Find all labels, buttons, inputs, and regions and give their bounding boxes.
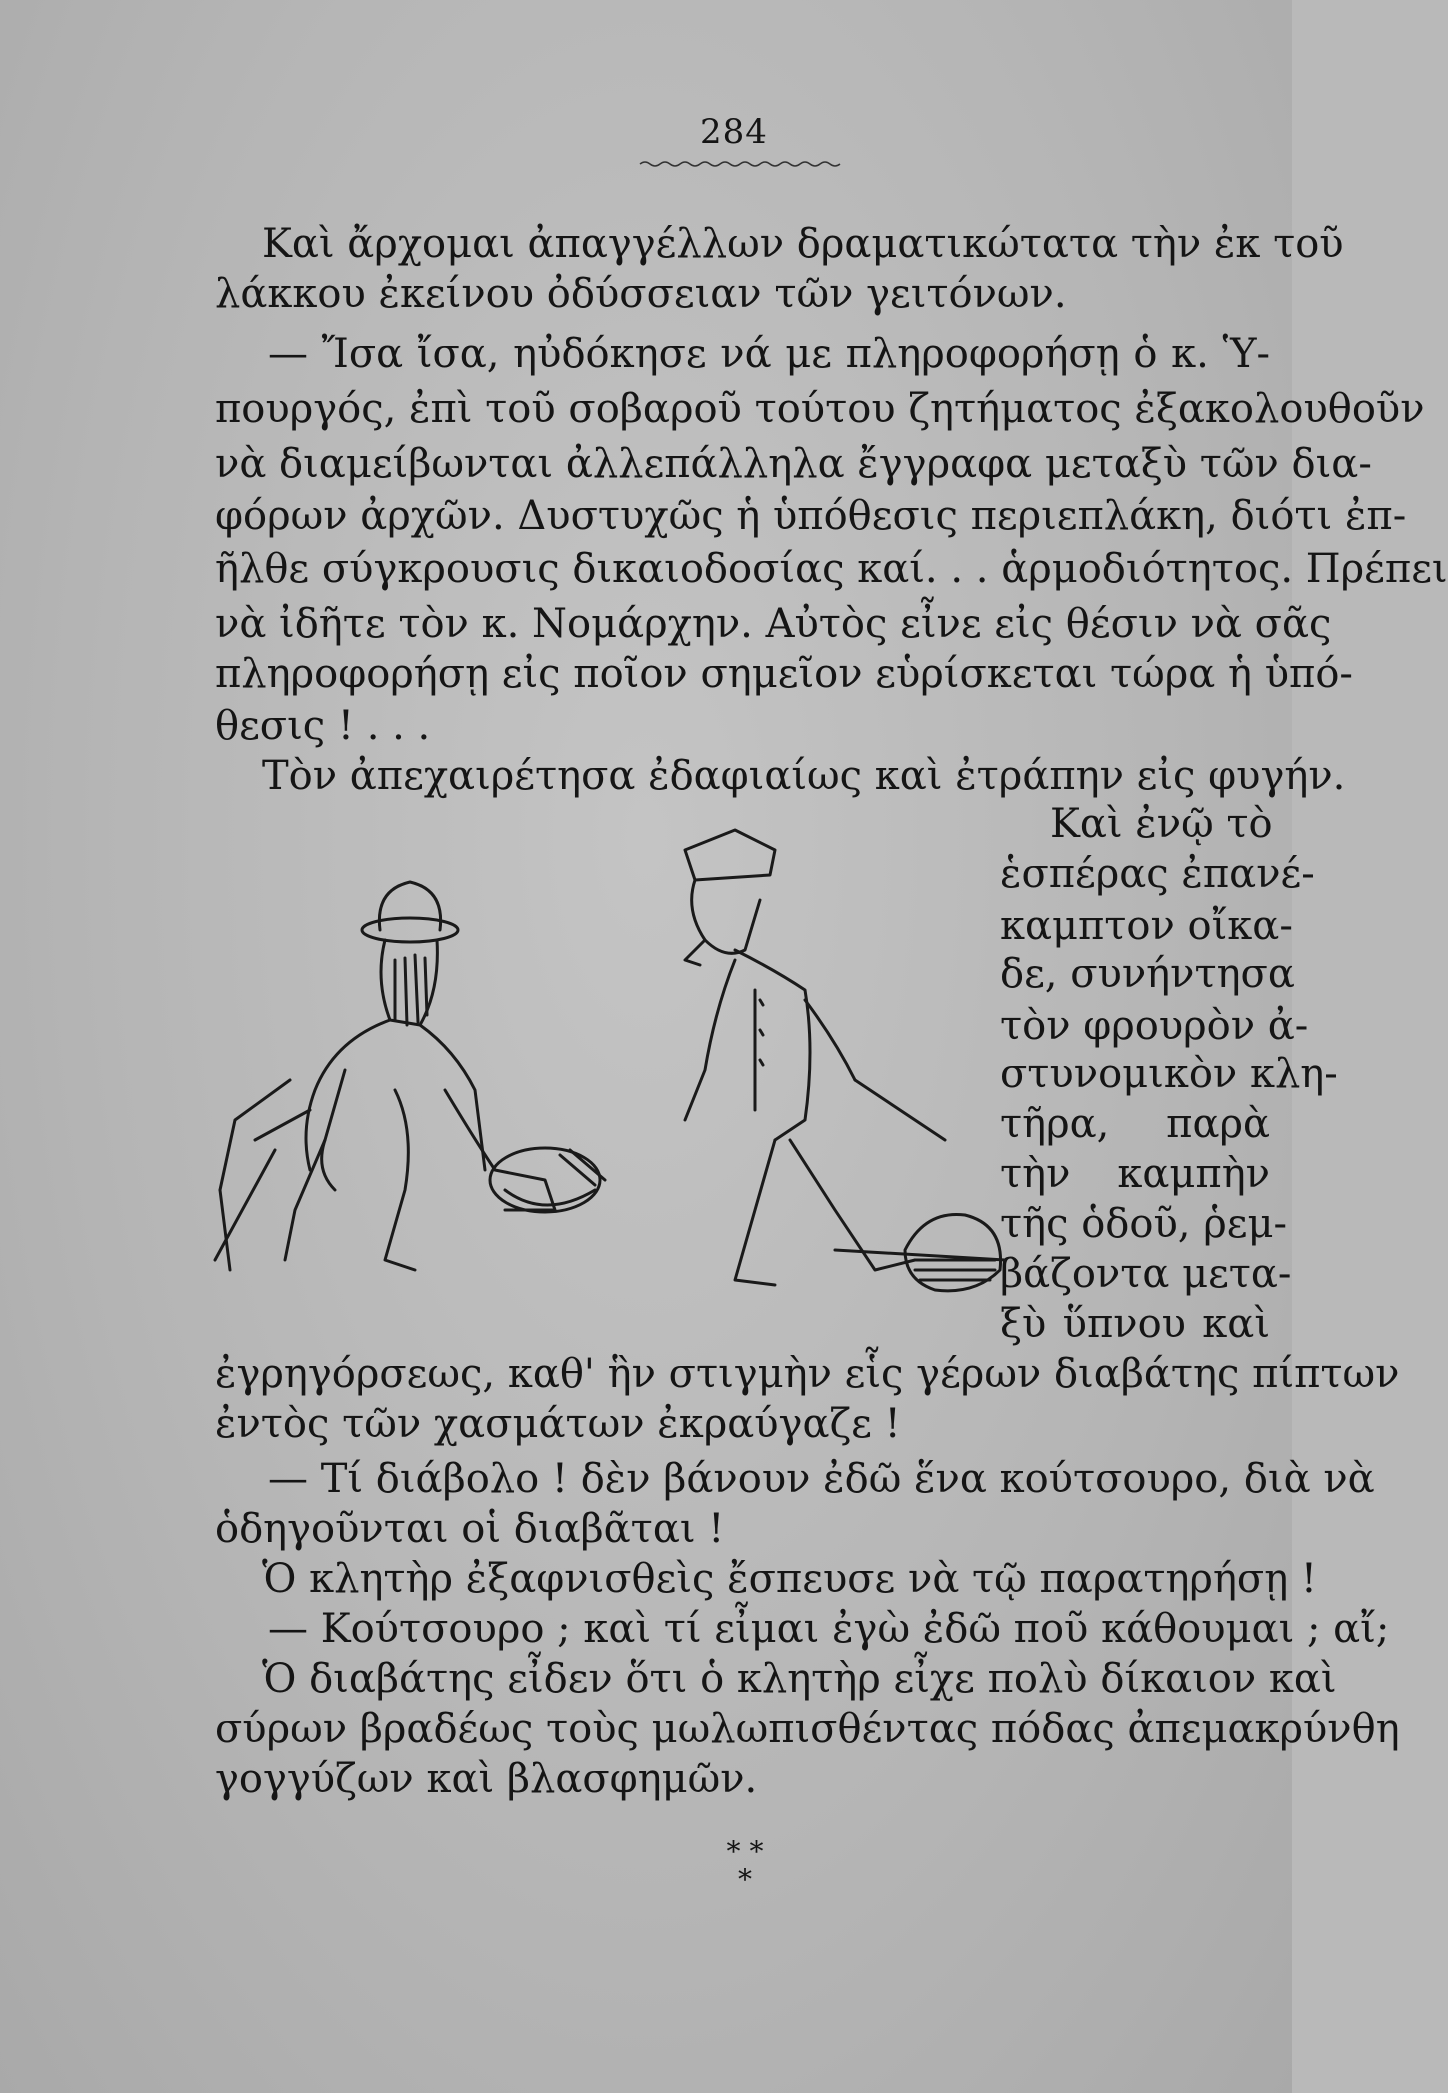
side-text-line: τὴν καμπὴν — [1000, 1151, 1270, 1197]
text-line: — Τί διάβολο ! δὲν βάνουν ἐδῶ ἕνα κούτσουρο, διὰ νὰ — [268, 1456, 1375, 1502]
text-line: νὰ ἰδῆτε τὸν κ. Νομάρχην. Αὐτὸς εἶνε εἰς θέσιν νὰ σᾶς — [215, 601, 1332, 647]
page-number-underline — [640, 160, 840, 168]
text-line: Τὸν ἀπεχαιρέτησα ἐδαφιαίως καὶ ἐτράπην εἰς φυγήν. — [262, 753, 1346, 799]
side-text-line: δε, συνήντησα — [1000, 951, 1295, 997]
text-line: — Κούτσουρο ; καὶ τί εἶμαι ἐγὼ ἐδῶ ποῦ κάθουμαι ; αἴ; — [268, 1606, 1390, 1652]
policeman-figure — [685, 830, 945, 1285]
text-line: ἐγρηγόρσεως, καθ' ἣν στιγμὴν εἷς γέρων διαβάτης πίπτων — [215, 1351, 1400, 1397]
bundle-object — [835, 1214, 1005, 1290]
side-text-line: τὸν φρουρὸν ἀ- — [1000, 1003, 1309, 1049]
text-line: σύρων βραδέως τοὺς μωλωπισθέντας πόδας ἀπεμακρύνθη — [215, 1706, 1400, 1752]
text-line: γογγύζων καὶ βλασφημῶν. — [215, 1756, 758, 1802]
side-text-line: τῆρα, παρὰ — [1000, 1101, 1270, 1147]
side-text-line: βάζοντα μετα- — [1000, 1251, 1292, 1297]
page-number: 284 — [700, 112, 768, 152]
section-mark-bottom: * — [738, 1863, 752, 1896]
text-line: λάκκου ἐκείνου ὀδύσσειαν τῶν γειτόνων. — [215, 271, 1067, 317]
section-mark-top: * * — [726, 1835, 764, 1868]
old-man-figure — [215, 882, 555, 1270]
text-line: νὰ διαμείβωνται ἀλλεπάλληλα ἔγγραφα μεταξὺ τῶν δια- — [215, 441, 1372, 487]
side-text-line: Καὶ ἐνῷ τὸ — [1050, 801, 1273, 847]
engraving-drawing — [215, 790, 1005, 1310]
text-line: Ὁ κλητὴρ ἐξαφνισθεὶς ἔσπευσε νὰ τῷ παρατηρήσῃ ! — [262, 1556, 1317, 1602]
fallen-hat — [490, 1148, 605, 1212]
side-text-line: στυνομικὸν κλη- — [1000, 1051, 1338, 1097]
side-text-line: τῆς ὁδοῦ, ῥεμ- — [1000, 1201, 1287, 1247]
side-text-line: ἑσπέρας ἐπανέ- — [1000, 851, 1315, 897]
text-line: ἐντὸς τῶν χασμάτων ἐκραύγαζε ! — [215, 1401, 901, 1447]
side-text-line: ξὺ ὕπνου καὶ — [1000, 1301, 1270, 1347]
text-line: φόρων ἀρχῶν. Δυστυχῶς ἡ ὑπόθεσις περιεπλάκη, διότι ἐπ- — [215, 493, 1407, 539]
illustration-old-man-and-policeman — [215, 790, 1005, 1310]
text-line: Ὁ διαβάτης εἶδεν ὅτι ὁ κλητὴρ εἶχε πολὺ δίκαιον καὶ — [262, 1656, 1337, 1702]
text-line: θεσις ! . . . — [215, 703, 431, 749]
side-text-line: καμπτον οἴκα- — [1000, 903, 1293, 949]
text-line: — Ἴσα ἴσα, ηὐδόκησε νά με πληροφορήσῃ ὁ κ. Ὑ- — [268, 331, 1270, 377]
text-line: ὁδηγοῦνται οἱ διαβᾶται ! — [215, 1506, 725, 1552]
text-line: πουργός, ἐπὶ τοῦ σοβαροῦ τούτου ζητήματος ἐξακολουθοῦν — [215, 386, 1425, 432]
text-line: πληροφορήσῃ εἰς ποῖον σημεῖον εὑρίσκεται τώρα ἡ ὑπό- — [215, 651, 1353, 697]
section-separator — [715, 1835, 775, 1896]
text-line: ῆλθε σύγκρουσις δικαιοδοσίας καί. . . ἁρμοδιότητος. Πρέπει — [215, 546, 1448, 592]
text-line: Καὶ ἄρχομαι ἀπαγγέλλων δραματικώτατα τὴν ἐκ τοῦ — [262, 221, 1344, 267]
